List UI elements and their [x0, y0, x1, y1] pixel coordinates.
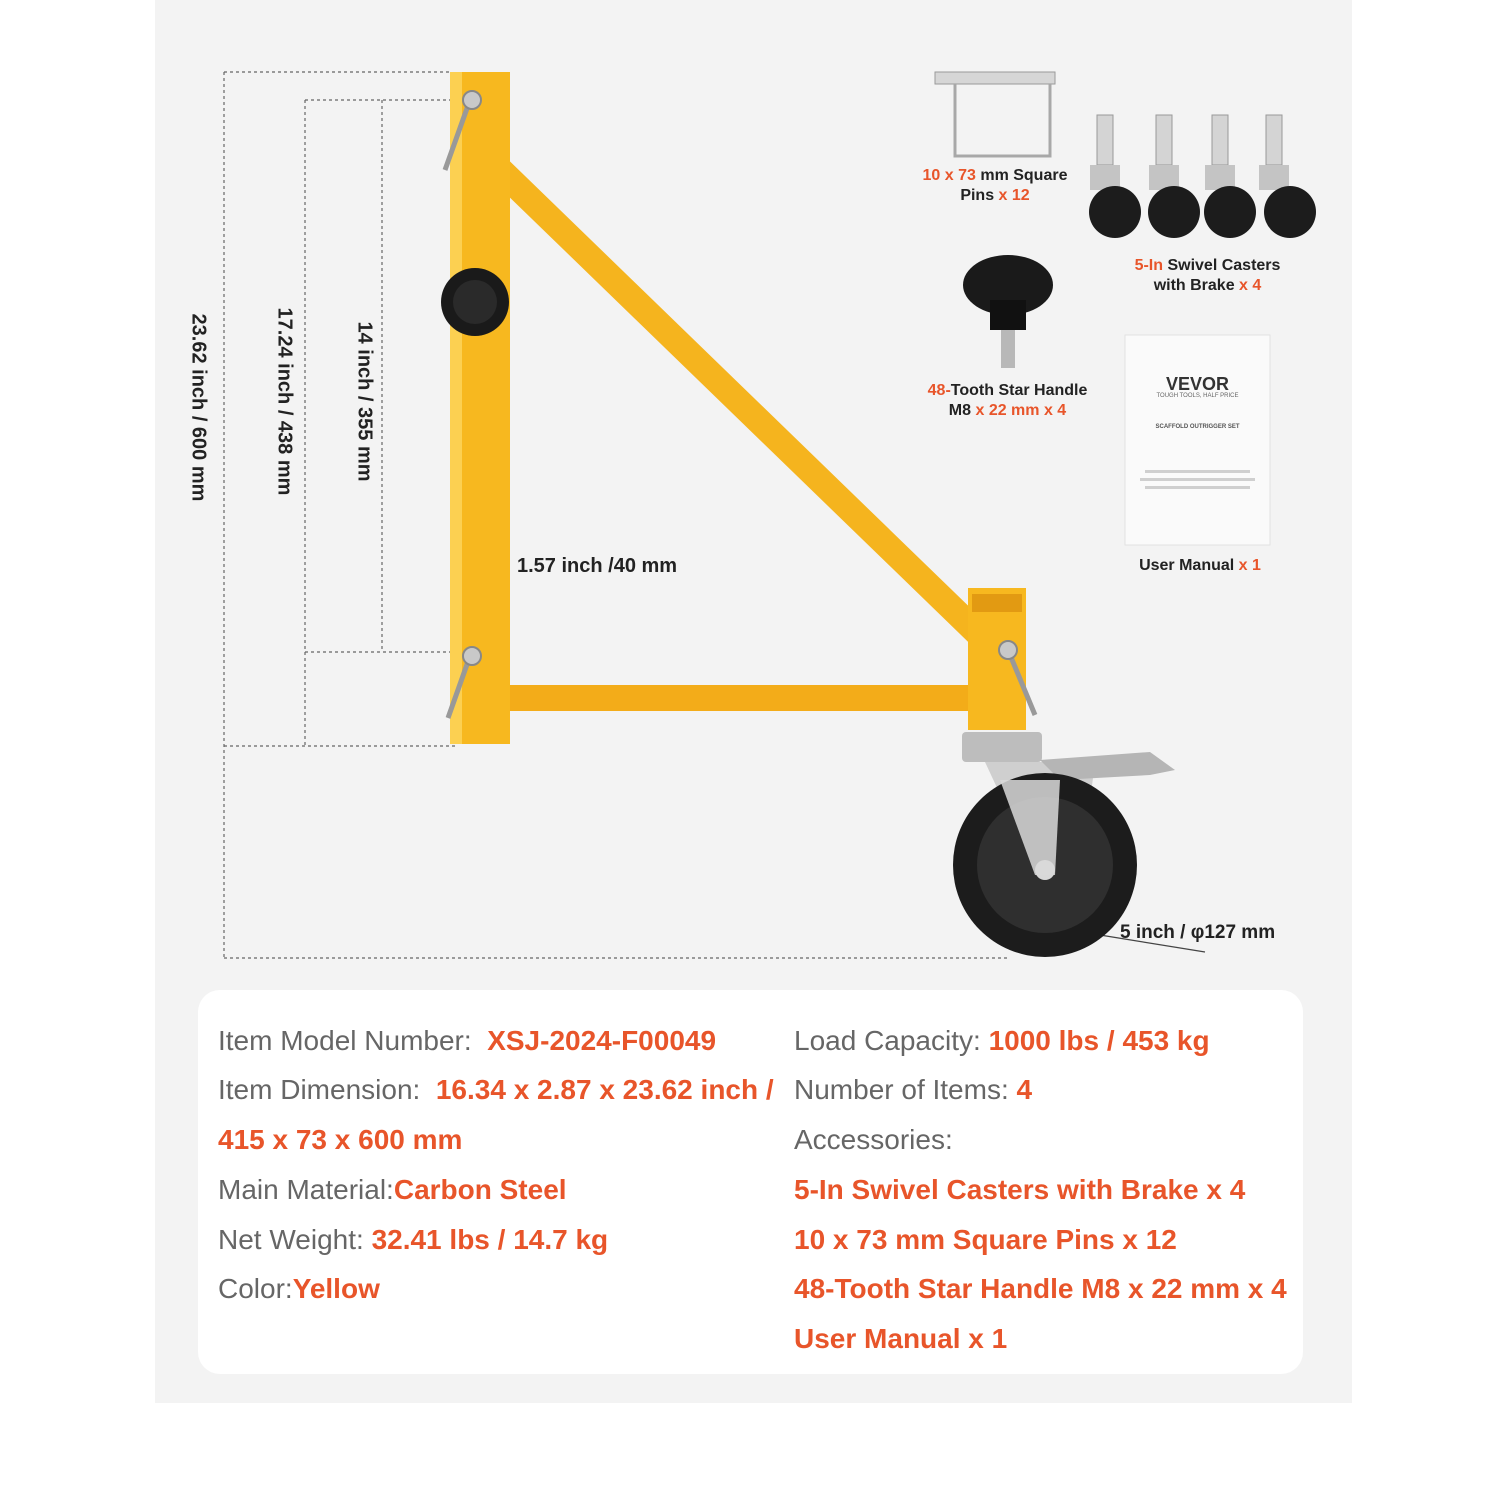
spec-color: Color:Yellow	[218, 1273, 380, 1304]
tube-width-label: 1.57 inch /40 mm	[517, 555, 678, 577]
handle-caption: 48-Tooth Star Handle M8 x 22 mm x 4	[927, 382, 1088, 419]
accessory-item: 10 x 73 mm Square Pins x 12	[794, 1224, 1177, 1255]
manual-title: SCAFFOLD OUTRIGGER SET	[1155, 424, 1240, 430]
mid-height-label: 17.24 inch / 438 mm	[273, 307, 296, 496]
spec-dimension: Item Dimension: 16.34 x 2.87 x 23.62 inch /	[218, 1074, 774, 1105]
manual-caption: User Manual x 1	[1139, 557, 1261, 574]
wheel-diameter-label: 5 inch / φ127 mm	[1120, 922, 1276, 943]
spec-accessories-label: Accessories:	[794, 1124, 953, 1155]
pins-caption: 10 x 73 mm Square Pins x 12	[922, 167, 1068, 204]
accessory-item: 48-Tooth Star Handle M8 x 22 mm x 4	[794, 1273, 1287, 1304]
user-manual-image	[1125, 335, 1270, 545]
spec-weight: Net Weight: 32.41 lbs / 14.7 kg	[218, 1224, 609, 1255]
accessory-item: User Manual x 1	[794, 1323, 1008, 1354]
star-knob	[441, 268, 509, 336]
casters-image	[1089, 115, 1316, 238]
dimension-lines	[224, 72, 1010, 958]
manual-brand: VEVOR	[1165, 374, 1230, 394]
accessory-item: 5-In Swivel Casters with Brake x 4	[794, 1174, 1246, 1205]
spec-model: Item Model Number: XSJ-2024-F00049	[218, 1025, 717, 1056]
casters-caption: 5-In Swivel Casters with Brake x 4	[1134, 257, 1281, 294]
spec-items: Number of Items: 4	[794, 1074, 1033, 1105]
total-height-label: 23.62 inch / 600 mm	[187, 313, 210, 502]
manual-tagline: TOUGH TOOLS, HALF PRICE	[1156, 393, 1239, 399]
spec-load: Load Capacity: 1000 lbs / 453 kg	[794, 1025, 1210, 1056]
spec-material: Main Material:Carbon Steel	[218, 1174, 567, 1205]
pin-spacing-label: 14 inch / 355 mm	[353, 321, 376, 482]
star-handle-image	[963, 255, 1053, 368]
square-pin-image	[935, 72, 1055, 156]
spec-dimension-metric: 415 x 73 x 600 mm	[218, 1124, 463, 1155]
